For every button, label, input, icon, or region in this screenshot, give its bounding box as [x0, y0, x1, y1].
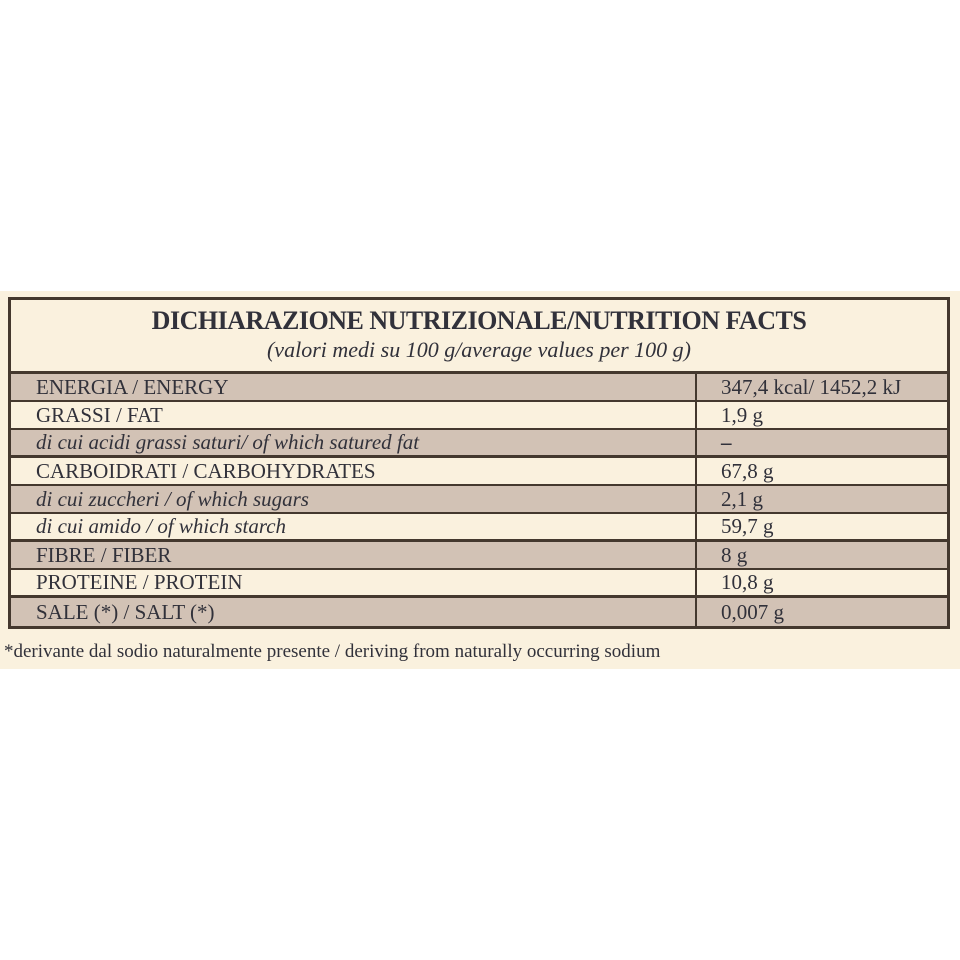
row-label-carbohydrates: CARBOIDRATI / CARBOHYDRATES [36, 458, 376, 483]
table-row-carbohydrates [11, 458, 947, 486]
table-subtitle: (valori medi su 100 g/average values per 100 g) [266, 336, 692, 362]
table-row-salt [11, 598, 947, 626]
row-value-salt: 0,007 g [695, 598, 947, 626]
row-value-carbohydrates: 67,8 g [695, 458, 947, 484]
row-label-fat: GRASSI / FAT [36, 402, 163, 427]
table-row-protein [11, 570, 947, 598]
row-label-starch: di cui amido / of which starch [36, 514, 287, 539]
row-value-fiber: 8 g [695, 542, 947, 568]
row-label-sugars: di cui zuccheri / of which sugars [36, 486, 309, 511]
row-value-sugars: 2,1 g [695, 486, 947, 512]
row-label-saturated-fat: di cui acidi grassi saturi/ of which satured fat [36, 430, 420, 455]
row-label-energy: ENERGIA / ENERGY [36, 374, 229, 399]
table-row-starch [11, 514, 947, 542]
table-title: DICHIARAZIONE NUTRIZIONALE/NUTRITION FACTS [151, 306, 807, 335]
row-value-protein: 10,8 g [695, 570, 947, 595]
nutrition-table [8, 297, 950, 629]
table-row-fiber [11, 542, 947, 570]
table-row-saturated-fat [11, 430, 947, 458]
sodium-footnote: *derivante dal sodio naturalmente presente / deriving from naturally occurring sodium [4, 641, 661, 662]
nutrition-panel [0, 291, 960, 669]
row-value-starch: 59,7 g [695, 514, 947, 539]
table-header [11, 300, 947, 374]
table-row-fat [11, 402, 947, 430]
row-value-fat: 1,9 g [695, 402, 947, 428]
row-label-fiber: FIBRE / FIBER [36, 542, 172, 567]
row-value-energy: 347,4 kcal/ 1452,2 kJ [695, 374, 947, 400]
row-label-salt: SALE (*) / SALT (*) [36, 599, 215, 624]
row-label-protein: PROTEINE / PROTEIN [36, 570, 243, 595]
table-row-energy [11, 374, 947, 402]
row-value-saturated-fat: – [695, 430, 947, 455]
table-row-sugars [11, 486, 947, 514]
